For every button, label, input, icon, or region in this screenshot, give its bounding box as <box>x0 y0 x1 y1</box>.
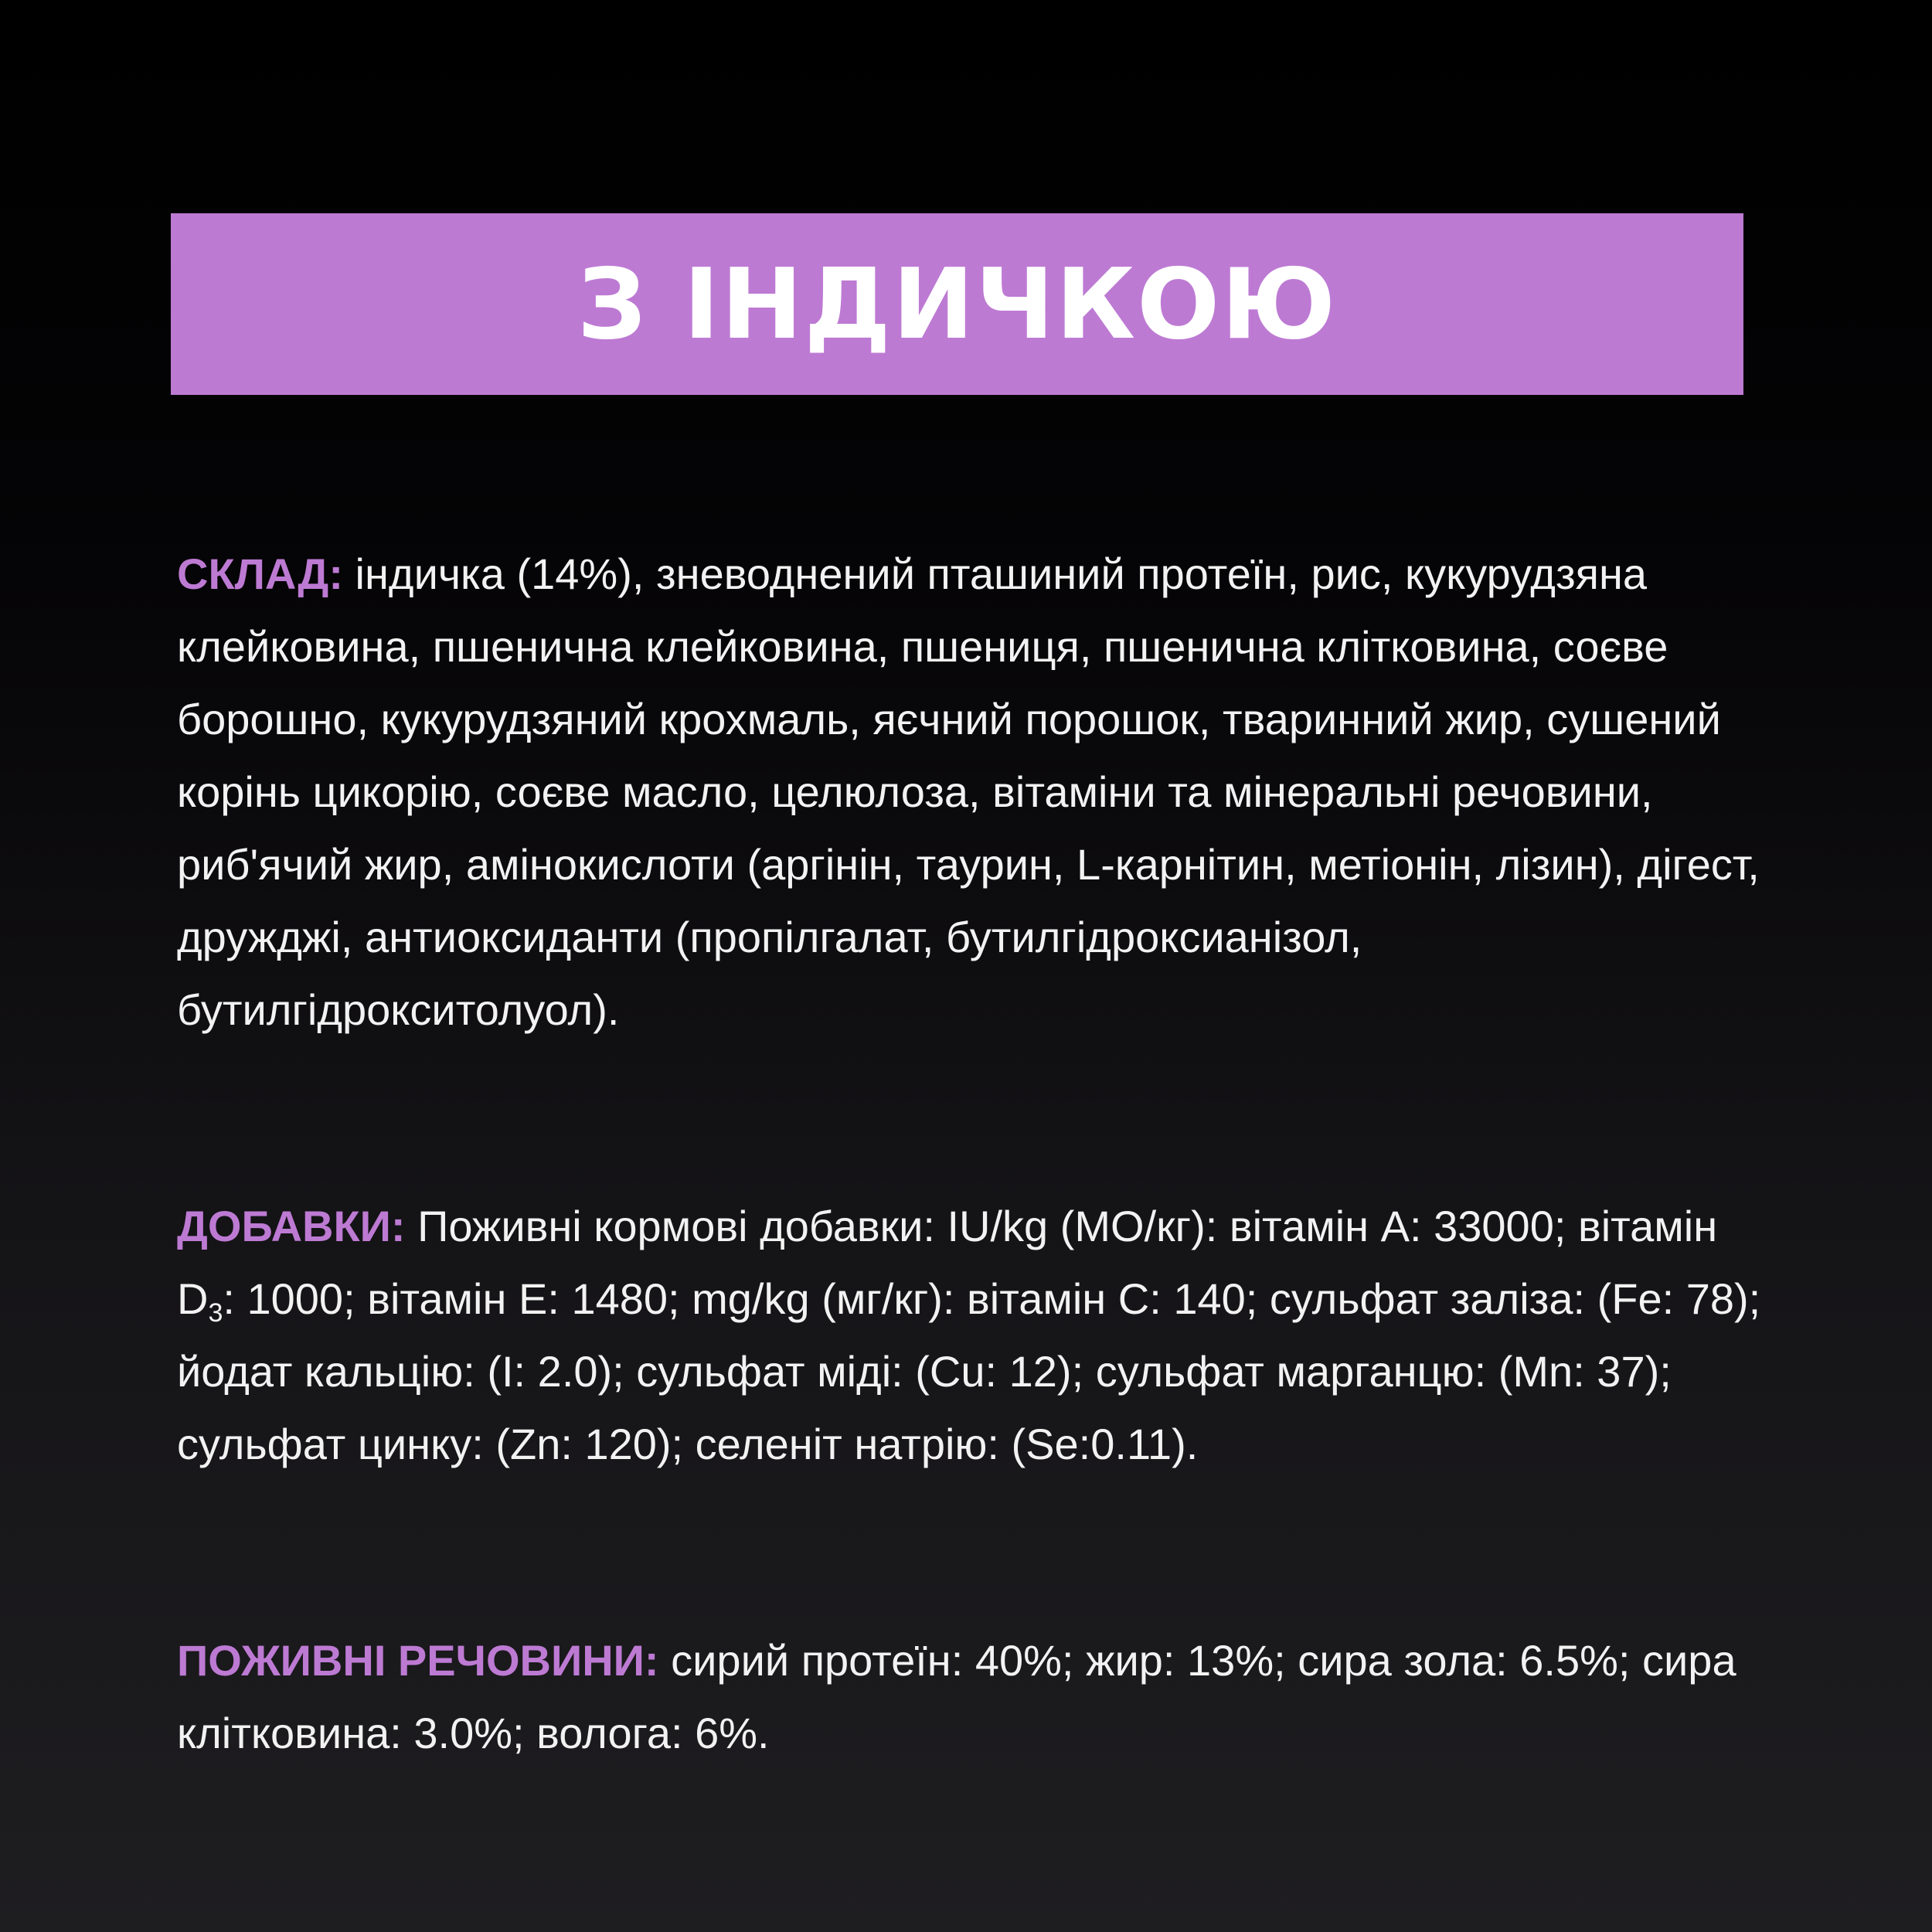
additives-section <box>177 1190 1784 1481</box>
composition-text: індичка (14%), зневоднений пташиний протеїн, рис, кукурудзяна клейковина, пшенична клейковина, пшениця, пшенична клітковина, соєве борошно, кукурудзяний крохмаль, яєчний порошок, тваринний жир, сушений корінь цикорію, соєве масло, целюлоза, вітаміни та мінеральні речовини, риб'ячий жир, амінокислоти (аргінін, таурин, L-карнітин, метіонін, лізин), дігест, дружджі, антиоксиданти (пропілгалат, бутилгідроксианізол, бутилгідрокситолуол). <box>177 549 1760 1034</box>
additives-subscript: 3 <box>208 1298 223 1328</box>
title-banner <box>171 213 1743 395</box>
page-title: З ІНДИЧКОЮ <box>577 247 1338 361</box>
nutrients-section <box>177 1624 1784 1770</box>
additives-text-part1: Поживні кормові добавки: IU/kg (МО/кг): вітамін А: 33000; вітамін D <box>177 1202 1718 1323</box>
additives-label: ДОБАВКИ: <box>177 1202 418 1250</box>
nutrients-label: ПОЖИВНІ РЕЧОВИНИ: <box>177 1636 672 1685</box>
additives-text-part2: : 1000; вітамін Е: 1480; mg/kg (мг/кг): вітамін С: 140; сульфат заліза: (Fe: 78); йодат кальцію: (I: 2.0); сульфат міді: (Cu: 12); сульфат марганцю: (Mn: 37); сульфат цинку: (Zn: 120); селеніт натрію: (Se:0.11). <box>177 1274 1761 1468</box>
composition-label: СКЛАД: <box>177 549 355 598</box>
composition-section <box>177 538 1784 1046</box>
nutrients-text: сирий протеїн: 40%; жир: 13%; сира зола: 6.5%; сира клітковина: 3.0%; волога: 6%. <box>177 1636 1736 1757</box>
